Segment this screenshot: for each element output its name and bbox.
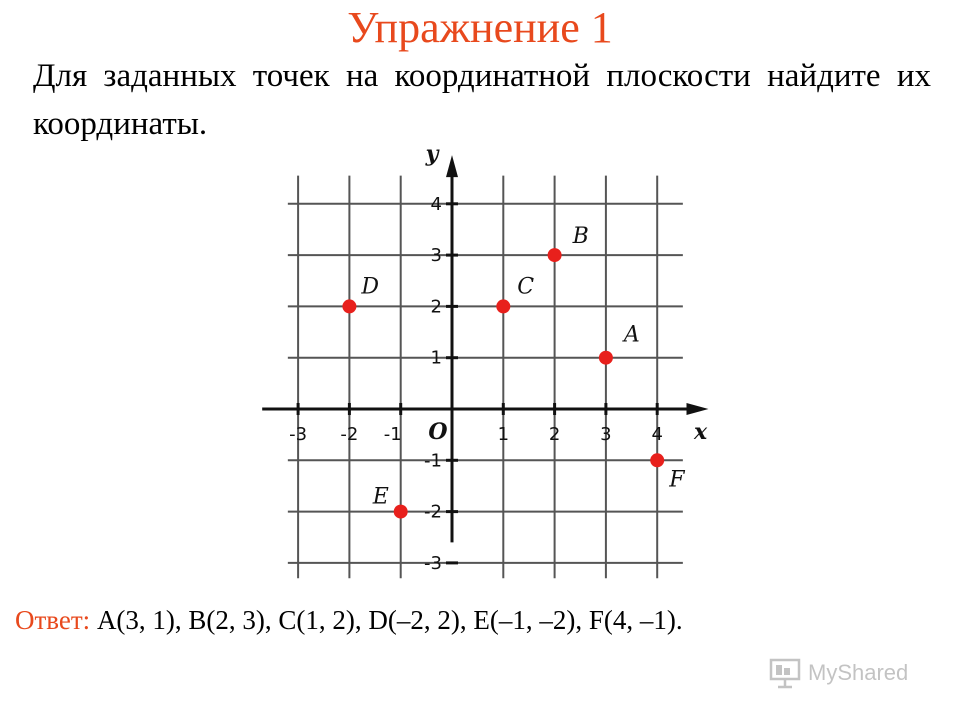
slide-title: Упражнение 1 xyxy=(347,3,613,52)
point-d xyxy=(342,299,356,313)
y-tick-label: 3 xyxy=(430,245,442,267)
x-axis-arrow-icon xyxy=(687,403,709,415)
y-axis-arrow-icon xyxy=(446,155,458,177)
y-axis-label: y xyxy=(425,141,439,168)
point-label-e: E xyxy=(372,484,389,510)
point-label-d: D xyxy=(361,274,380,300)
x-tick-label: -3 xyxy=(289,424,308,445)
y-tick-label: 4 xyxy=(430,193,442,215)
point-a xyxy=(599,351,613,365)
origin-label: O xyxy=(428,419,448,445)
x-tick-label: 1 xyxy=(497,424,510,445)
x-tick-label: 4 xyxy=(651,424,663,445)
watermark xyxy=(768,655,908,691)
y-tick-label: 1 xyxy=(430,347,442,369)
y-tick-label: -3 xyxy=(424,552,442,574)
y-tick-label: -2 xyxy=(424,501,442,523)
answer-text: A(3, 1), B(2, 3), C(1, 2), D(–2, 2), E(–1, –2), F(4, –1). xyxy=(96,605,683,635)
point-label-a: A xyxy=(623,322,640,348)
answer-label: Ответ: xyxy=(15,605,91,635)
watermark-text: MyShared xyxy=(808,660,909,685)
answer-line xyxy=(15,605,955,636)
presentation-board-icon xyxy=(768,656,802,690)
x-tick-label: -2 xyxy=(340,424,359,445)
point-label-c: C xyxy=(517,274,535,300)
point-label-f: F xyxy=(669,467,685,493)
point-f xyxy=(650,453,664,467)
x-tick-label: 2 xyxy=(548,424,561,445)
y-tick-label: -1 xyxy=(424,450,442,472)
point-b xyxy=(548,248,562,262)
x-tick-label: -1 xyxy=(383,424,402,445)
x-axis-label: x xyxy=(693,419,708,445)
point-c xyxy=(496,299,510,313)
point-label-b: B xyxy=(572,224,589,250)
y-tick-label: 2 xyxy=(430,296,442,318)
point-e xyxy=(394,505,408,519)
x-tick-label: 3 xyxy=(600,424,612,445)
task-text: Для заданных точек на координатной плоскости найдите их координаты. xyxy=(33,58,931,142)
